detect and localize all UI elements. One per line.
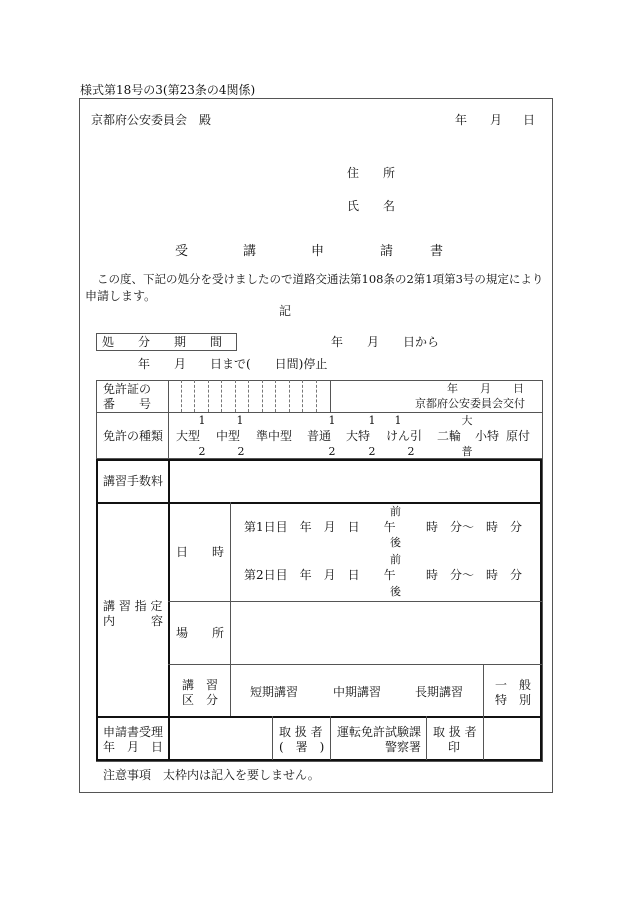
title-char: 受 [175, 244, 189, 259]
fee-label: 講習手数料 [103, 474, 164, 488]
kind-large[interactable]: 大型 [176, 429, 201, 443]
pm-label: 後 [390, 585, 401, 598]
dept-label: 運転免許試験課 [337, 725, 422, 739]
kind-moped[interactable]: 原付 [506, 429, 531, 443]
period-label: 処 分 期 間 [102, 335, 223, 349]
kind-large-special[interactable]: 大特 [346, 429, 371, 443]
ki-label: 記 [279, 304, 292, 318]
seal-label: 印 [448, 740, 461, 754]
addressee: 京都府公安委員会 殿 [91, 113, 212, 127]
title-char: 講 [243, 244, 257, 259]
handler-office-label: ( 署 ) [279, 740, 325, 754]
datetime-label: 日 時 [176, 545, 225, 559]
police-station-label: 警察署 [385, 740, 422, 754]
title-char: 請 [380, 244, 394, 259]
kind-bottom: 普 [461, 445, 473, 458]
class-long[interactable]: 長期講習 [415, 685, 464, 699]
kind-bottom: 2 [328, 445, 336, 458]
kind-bottom: 2 [368, 445, 376, 458]
class-special[interactable]: 特 別 [495, 693, 532, 707]
am-label: 前 [390, 505, 401, 518]
pm-label: 後 [390, 536, 401, 549]
date-day[interactable]: 日 [523, 113, 536, 127]
class-label: 区 分 [182, 693, 219, 707]
date-year[interactable]: 年 [455, 113, 468, 127]
receipt-label: 申請書受理 [103, 725, 164, 739]
day1-time-range[interactable]: 時 分～ 時 分 [426, 520, 523, 534]
body-line-2: 申請します。 [85, 289, 157, 303]
kind-top: 1 [198, 414, 206, 427]
handler-label: 取 扱 者 [279, 725, 323, 739]
am-label: 前 [390, 553, 401, 566]
kind-top: 1 [328, 414, 336, 427]
issuer: 京都府公安委員会交付 [415, 397, 525, 410]
day2-time-range[interactable]: 時 分～ 時 分 [426, 568, 523, 582]
license-number-input[interactable] [182, 381, 330, 412]
address-label: 住 所 [347, 166, 396, 180]
form-code: 様式第18号の3(第23条の4関係) [80, 83, 256, 97]
name-label: 氏 名 [347, 199, 396, 213]
kind-bottom: 2 [198, 445, 206, 458]
license-no-label: 免許証の [103, 382, 152, 396]
kind-top: 大 [461, 414, 473, 427]
kind-top: 1 [236, 414, 244, 427]
title-char: 申 [311, 244, 325, 259]
kind-bottom: 2 [407, 445, 415, 458]
issue-date[interactable]: 年 月 日 [447, 382, 524, 395]
class-label: 講 習 [182, 678, 219, 692]
handler-seal-label: 取 扱 者 [433, 725, 477, 739]
kind-top: 1 [368, 414, 376, 427]
license-no-label: 番 号 [103, 397, 152, 411]
kind-semi-medium[interactable]: 準中型 [256, 429, 293, 443]
kind-two-wheel[interactable]: 二輪 [437, 429, 462, 443]
kinds-label: 免許の種類 [103, 429, 164, 443]
kind-ordinary[interactable]: 普通 [307, 429, 332, 443]
period-from[interactable]: 年 月 日から [331, 335, 440, 349]
class-medium[interactable]: 中期講習 [333, 685, 382, 699]
kind-top: 1 [394, 414, 402, 427]
class-short[interactable]: 短期講習 [250, 685, 299, 699]
kind-bottom: 2 [237, 445, 245, 458]
day2-row[interactable]: 第2日目 年 月 日 午 [244, 568, 396, 582]
title-char: 書 [430, 244, 444, 259]
kind-medium[interactable]: 中型 [216, 429, 241, 443]
receipt-label: 年 月 日 [103, 740, 164, 754]
day1-row[interactable]: 第1日目 年 月 日 午 [244, 520, 396, 534]
kind-towing[interactable]: けん引 [386, 429, 423, 443]
body-line-1: この度、下記の処分を受けましたので道路交通法第108条の2第1項第3号の規定により [97, 272, 544, 286]
designation-label: 講 習 指 定 [103, 599, 163, 613]
designation-label: 内 容 [103, 614, 164, 628]
class-general[interactable]: 一 般 [495, 678, 532, 692]
place-label: 場 所 [176, 626, 225, 640]
date-month[interactable]: 月 [490, 113, 503, 127]
period-until[interactable]: 年 月 日まで( 日間)停止 [138, 357, 328, 371]
note: 注意事項 太枠内は記入を要しません。 [103, 768, 320, 782]
kind-small-special[interactable]: 小特 [475, 429, 500, 443]
place-input[interactable] [231, 602, 540, 664]
